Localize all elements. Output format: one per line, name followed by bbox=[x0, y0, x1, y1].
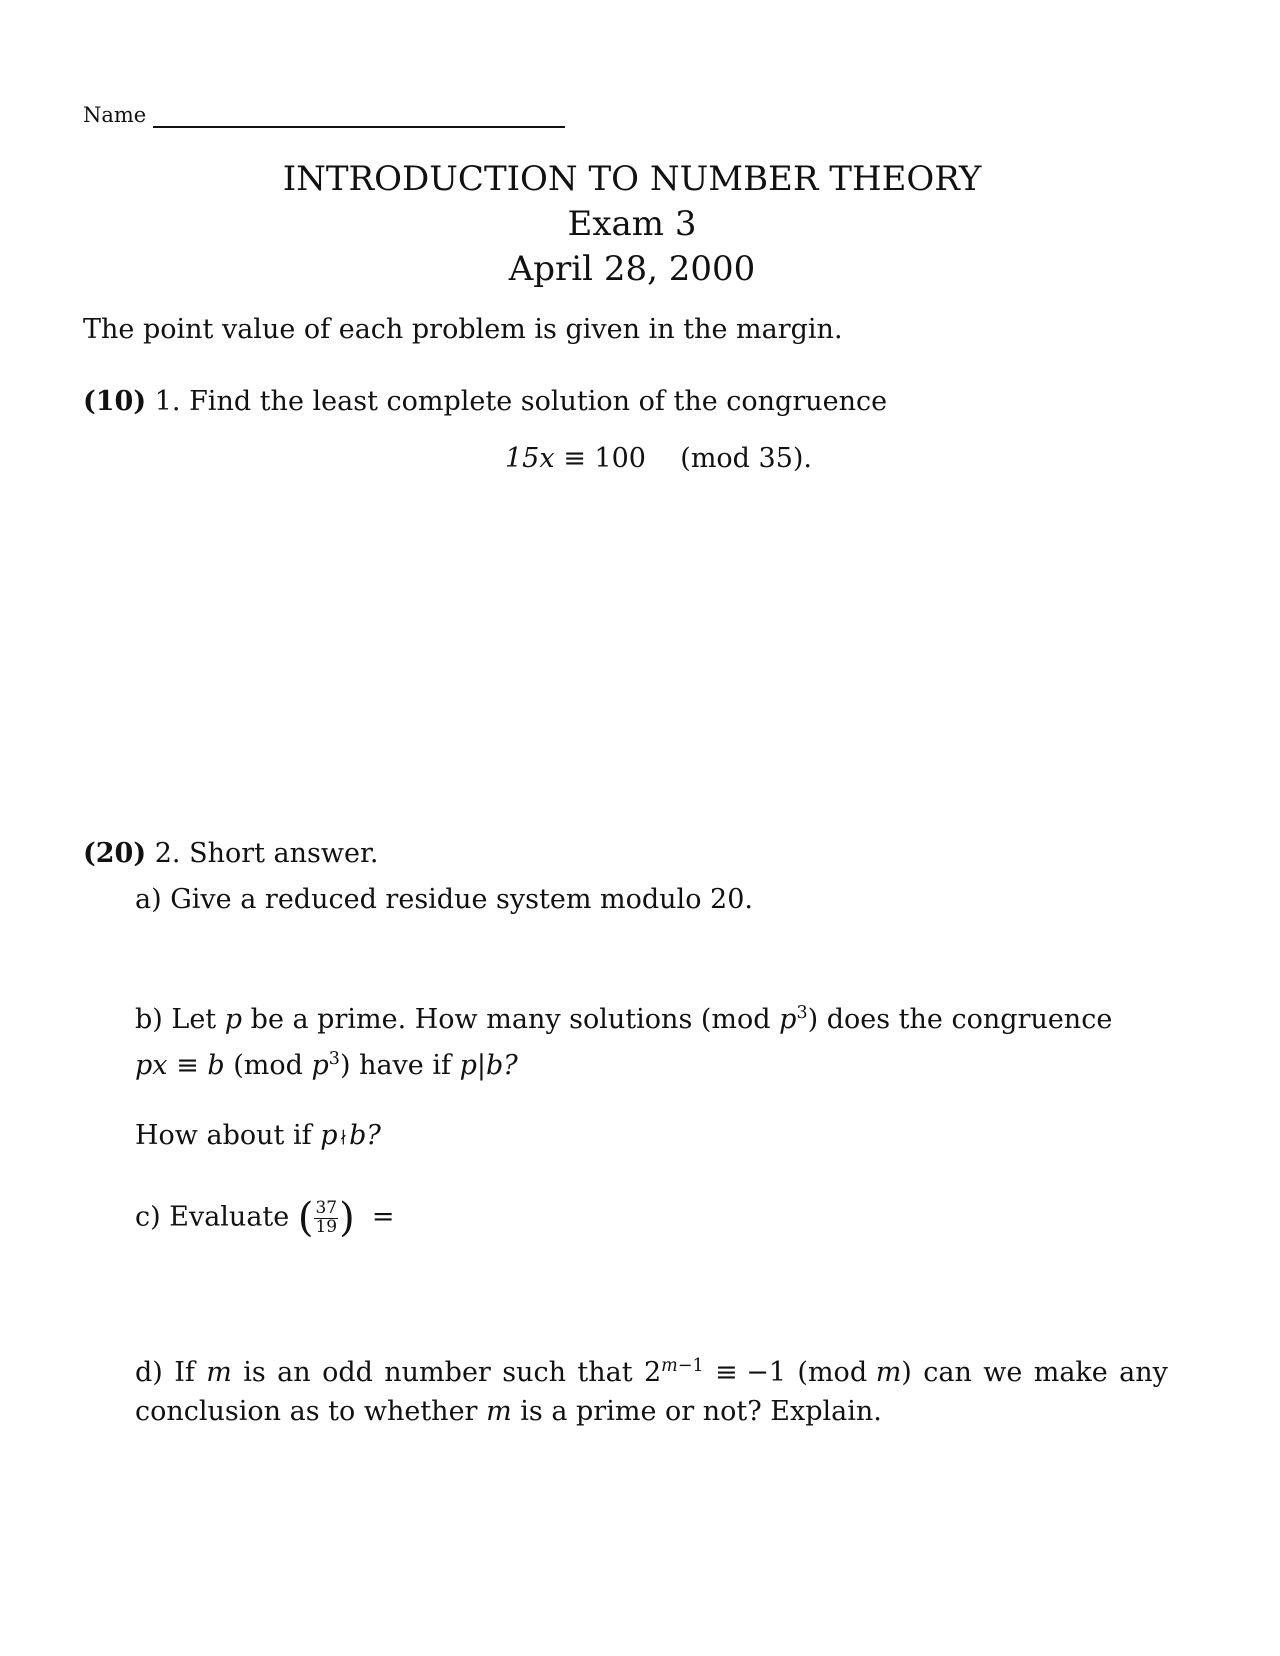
legendre-fraction bbox=[314, 1197, 338, 1237]
followup-b: b? bbox=[349, 1120, 381, 1151]
d-word: an bbox=[277, 1357, 311, 1388]
problem-2c bbox=[135, 1195, 395, 1241]
exam-title: Exam 3 bbox=[567, 204, 697, 244]
exam-date: April 28, 2000 bbox=[508, 249, 756, 289]
problem-2b-line1 bbox=[135, 1004, 1112, 1035]
d-word: d) bbox=[135, 1357, 163, 1388]
problem-1-points: (10) bbox=[83, 386, 147, 417]
name-field-line[interactable] bbox=[153, 126, 565, 128]
b-prefix: b) Let bbox=[135, 1004, 217, 1035]
d-word: odd bbox=[322, 1357, 373, 1388]
d-word: such bbox=[502, 1357, 566, 1388]
problem-1-equation bbox=[505, 443, 812, 474]
problem-2b-line2 bbox=[135, 1050, 518, 1081]
equation-rel: ≡ 100 bbox=[563, 443, 646, 474]
b-cond: p|b? bbox=[459, 1050, 518, 1081]
b-mid: be a prime. How many solutions (mod bbox=[250, 1004, 771, 1035]
b-var-p: p bbox=[224, 1004, 243, 1035]
equation-mod: (mod 35). bbox=[680, 443, 813, 474]
b-mod: (mod bbox=[233, 1050, 303, 1081]
problem-2b-followup bbox=[135, 1120, 381, 1151]
d-mod: (mod m) bbox=[797, 1357, 912, 1388]
problem-2-text: Short answer. bbox=[189, 838, 379, 869]
d-word: make bbox=[1033, 1357, 1108, 1388]
d-word: we bbox=[983, 1357, 1023, 1388]
instructions: The point value of each problem is given in the margin. bbox=[83, 314, 843, 345]
problem-1-number: 1. bbox=[154, 386, 181, 417]
followup-p: p bbox=[320, 1120, 338, 1151]
followup-prefix: How about if bbox=[135, 1120, 312, 1151]
right-paren: ) bbox=[339, 1195, 355, 1241]
c-prefix: c) Evaluate bbox=[135, 1201, 290, 1233]
d-word: that bbox=[577, 1357, 633, 1388]
d-line2-m: m bbox=[486, 1396, 512, 1427]
d-power: $2^{m-1}$ bbox=[643, 1356, 704, 1388]
b-px: px bbox=[135, 1050, 168, 1081]
course-title: INTRODUCTION TO NUMBER THEORY bbox=[282, 159, 982, 199]
b-mod-p: p bbox=[311, 1050, 329, 1081]
problem-1-text: Find the least complete solution of the congruence bbox=[189, 386, 888, 417]
problem-2d-line1 bbox=[135, 1357, 1168, 1388]
b-have: ) have if bbox=[339, 1050, 451, 1081]
not-divides-symbol: ∤ bbox=[339, 1128, 348, 1147]
b-suffix: ) does the congruence bbox=[807, 1004, 1113, 1035]
d-word: can bbox=[923, 1357, 972, 1388]
d-congruent: ≡ −1 bbox=[715, 1357, 787, 1388]
problem-2a: a) Give a reduced residue system modulo 20. bbox=[135, 884, 753, 915]
b-exp: 3 bbox=[796, 1003, 808, 1023]
problem-2 bbox=[83, 838, 379, 869]
b-rel: ≡ bbox=[176, 1050, 199, 1081]
problem-2-points: (20) bbox=[83, 838, 147, 869]
problem-2-number: 2. bbox=[154, 838, 181, 869]
d-var-m: m bbox=[206, 1357, 232, 1388]
c-equals: = bbox=[371, 1201, 395, 1233]
d-word: is bbox=[243, 1357, 266, 1388]
b-p3: p bbox=[779, 1004, 797, 1035]
d-word: If bbox=[174, 1357, 195, 1388]
b-var-b: b bbox=[207, 1050, 225, 1081]
legendre-numerator: 37 bbox=[315, 1197, 338, 1218]
d-line2-suffix: is a prime or not? Explain. bbox=[520, 1396, 882, 1427]
d-word: number bbox=[384, 1357, 491, 1388]
name-label: Name bbox=[83, 103, 147, 127]
left-paren: ( bbox=[297, 1195, 314, 1241]
problem-1 bbox=[83, 386, 887, 417]
legendre-symbol bbox=[297, 1195, 355, 1241]
d-word: any bbox=[1119, 1357, 1168, 1388]
legendre-denominator: 19 bbox=[315, 1216, 338, 1237]
equation-lhs: 15x bbox=[505, 443, 555, 474]
d-line2-prefix: conclusion as to whether bbox=[135, 1396, 478, 1427]
problem-2d-line2 bbox=[135, 1396, 882, 1427]
b-mod-exp: 3 bbox=[328, 1049, 340, 1069]
